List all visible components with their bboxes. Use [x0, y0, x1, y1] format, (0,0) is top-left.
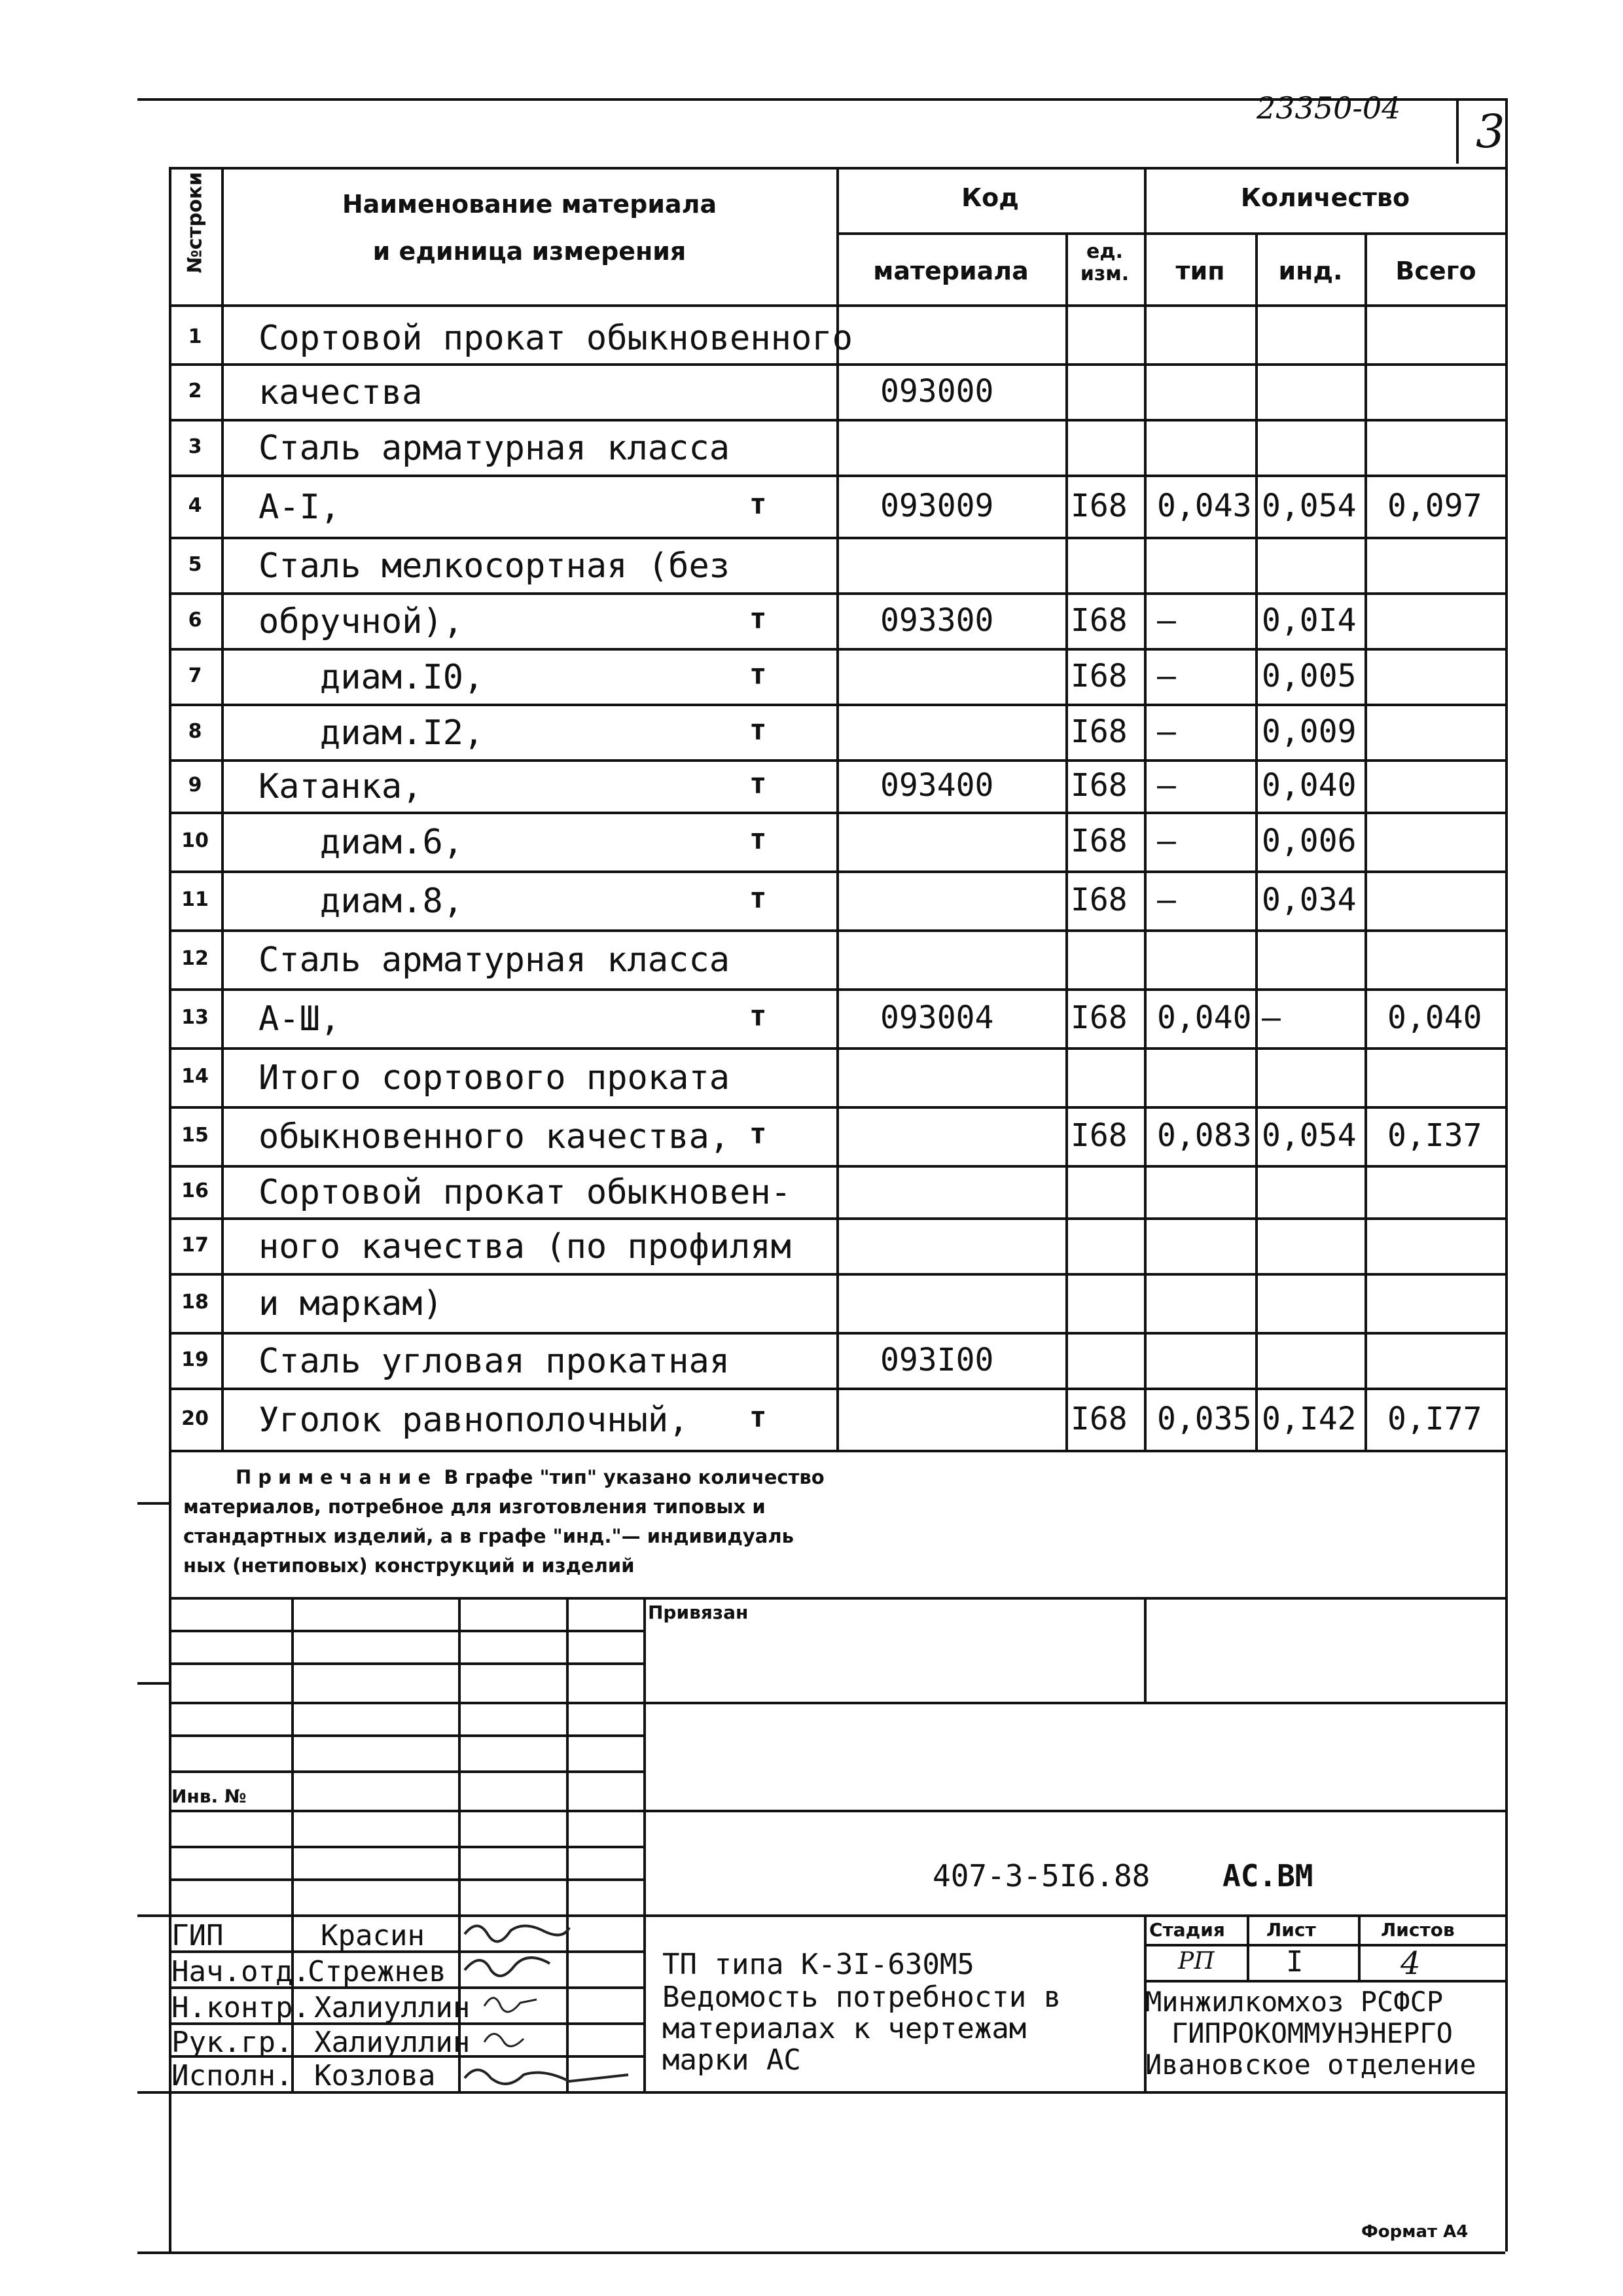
- col-line-tip: [1255, 232, 1258, 1450]
- row-name: и маркам): [259, 1284, 443, 1323]
- stage-value: РП: [1178, 1948, 1215, 1975]
- stamp-top-line: [169, 1597, 1505, 1600]
- row-number: 16: [181, 1179, 209, 1202]
- row-name: Сортовой прокат обыкновен-: [259, 1173, 791, 1212]
- designation: 407-3-5I6.88: [933, 1858, 1150, 1893]
- row-number: 17: [181, 1234, 209, 1257]
- row-name: диам.8,: [259, 882, 464, 921]
- row-separator: [169, 1273, 1505, 1276]
- header-qty-total: Всего: [1395, 257, 1476, 285]
- row-qty-total: 0,I37: [1387, 1117, 1482, 1154]
- row-number: 9: [188, 774, 202, 797]
- sheets-value: 4: [1400, 1945, 1421, 1982]
- row-code: 093004: [880, 999, 994, 1036]
- row-number: 10: [181, 829, 209, 852]
- row-separator: [169, 1332, 1505, 1335]
- row-number: 2: [188, 380, 202, 403]
- row-name: Сталь арматурная класса: [259, 941, 730, 980]
- org-institute: ГИПРОКОММУНЭНЕРГО: [1171, 2017, 1453, 2049]
- row-qty-ind: –: [1262, 999, 1281, 1036]
- row-qty-total: 0,097: [1387, 488, 1482, 524]
- row-name: Сортовой прокат обыкновенного: [259, 319, 853, 358]
- bound-label: Привязан: [648, 1602, 749, 1623]
- row-measure-unit: I68: [1071, 658, 1128, 694]
- row-number: 6: [188, 609, 202, 632]
- row-qty-total: 0,I77: [1387, 1401, 1482, 1437]
- role-group: Рук.гр.: [171, 2026, 293, 2059]
- row-separator: [169, 648, 1505, 651]
- row-separator: [169, 929, 1505, 932]
- row-code: 093009: [880, 488, 994, 524]
- row-measure-unit: I68: [1071, 767, 1128, 804]
- title-line1: ТП типа К-3I-630М5: [662, 1948, 974, 1981]
- row-separator: [169, 812, 1505, 814]
- row-measure-unit: I68: [1071, 882, 1128, 918]
- row-number: 13: [181, 1006, 209, 1029]
- row-qty-ind: 0,0I4: [1262, 602, 1357, 639]
- stage-block-div2: [1358, 1914, 1361, 1980]
- row-unit: т: [749, 999, 767, 1033]
- row-number: 18: [181, 1291, 209, 1314]
- col-line-name: [836, 167, 839, 1450]
- col-line-rownum: [221, 167, 224, 1450]
- sheets-label: Листов: [1381, 1919, 1455, 1941]
- role-norm: Н.контр.: [171, 1991, 310, 2024]
- row-unit: т: [749, 823, 767, 856]
- row-number: 20: [181, 1407, 209, 1430]
- col-line-code: [1065, 232, 1068, 1450]
- bound-divider: [1144, 1597, 1147, 1702]
- row-unit: т: [749, 488, 767, 521]
- row-qty-ind: 0,I42: [1262, 1401, 1357, 1437]
- name-group: Халиуллин: [314, 2026, 471, 2059]
- role-head: Нач.отд.: [171, 1955, 310, 1988]
- row-qty-type: 0,035: [1157, 1401, 1252, 1437]
- row-number-header: №строки: [183, 171, 207, 274]
- row-measure-unit: I68: [1071, 823, 1128, 859]
- row-unit: т: [749, 713, 767, 747]
- row-name: Уголок равнополочный,: [259, 1401, 689, 1440]
- header-code-material: материала: [873, 257, 1029, 285]
- row-qty-ind: 0,034: [1262, 882, 1357, 918]
- row-name: ного качества (по профилям: [259, 1227, 791, 1266]
- note-line1: [236, 1463, 825, 1492]
- row-name: А-Ш,: [259, 999, 341, 1039]
- left-row-7: [169, 1846, 643, 1848]
- row-measure-unit: I68: [1071, 713, 1128, 750]
- row-unit: т: [749, 882, 767, 915]
- name-exec: Козлова: [314, 2059, 436, 2092]
- row-qty-type: –: [1157, 713, 1176, 750]
- row-separator: [169, 1106, 1505, 1109]
- row-qty-type: –: [1157, 602, 1176, 639]
- left-row-4: [169, 1734, 643, 1737]
- stage-block-div1: [1247, 1914, 1249, 1980]
- stamp-title-line: [643, 1914, 1505, 1917]
- mark-code: АС.ВМ: [1222, 1858, 1313, 1893]
- stamp-mid-line: [643, 1810, 1505, 1812]
- row-measure-unit: I68: [1071, 602, 1128, 639]
- header-mid-line: [836, 232, 1505, 235]
- row-qty-type: –: [1157, 823, 1176, 859]
- row-name: диам.I2,: [259, 713, 484, 753]
- role-gip: ГИП: [171, 1919, 224, 1952]
- row-code: 093000: [880, 373, 994, 410]
- row-number: 19: [181, 1348, 209, 1371]
- row-number: 14: [181, 1065, 209, 1088]
- title-line4: марки АС: [662, 2043, 801, 2077]
- header-code-unit: ед. изм.: [1080, 240, 1130, 285]
- org-branch: Ивановское отделение: [1145, 2049, 1476, 2081]
- row-separator: [169, 1047, 1505, 1050]
- stage-block-row1: [1144, 1944, 1505, 1946]
- row-separator: [169, 537, 1505, 539]
- table-bottom-line: [169, 1450, 1505, 1452]
- stage-label: Стадия: [1149, 1919, 1225, 1941]
- inventory-label: Инв. №: [171, 1785, 247, 1807]
- stage-block-row2: [1144, 1980, 1505, 1982]
- row-separator: [169, 704, 1505, 706]
- row-unit: т: [749, 602, 767, 636]
- note-text-1: В графе "тип" указано количество: [444, 1466, 825, 1488]
- left-row-5: [169, 1770, 643, 1773]
- name-gip: Красин: [321, 1919, 425, 1952]
- header-bottom-line: [169, 304, 1505, 307]
- row-qty-type: 0,040: [1157, 999, 1252, 1036]
- title-line2: Ведомость потребности в: [662, 1981, 1061, 2014]
- row-number: 11: [181, 888, 209, 911]
- row-unit: т: [749, 1401, 767, 1434]
- row-measure-unit: I68: [1071, 999, 1128, 1036]
- row-name: диам.I0,: [259, 658, 484, 697]
- col-line-ind: [1364, 232, 1367, 1450]
- row-number: 12: [181, 947, 209, 970]
- margin-tick-2: [137, 1682, 169, 1685]
- row-code: 093I00: [880, 1342, 994, 1378]
- note-title: Примечание: [236, 1466, 438, 1488]
- row-code: 093300: [880, 602, 994, 639]
- row-name: обручной),: [259, 602, 464, 641]
- row-qty-ind: 0,005: [1262, 658, 1357, 694]
- row-separator: [169, 988, 1505, 991]
- row-unit: т: [749, 1117, 767, 1151]
- row-qty-ind: 0,040: [1262, 767, 1357, 804]
- row-number: 15: [181, 1124, 209, 1147]
- note-line4: ных (нетиповых) конструкций и изделий: [183, 1554, 635, 1577]
- row-qty-type: 0,083: [1157, 1117, 1252, 1154]
- row-number: 4: [188, 494, 202, 517]
- note-line2: материалов, потребное для изготовления типовых и: [183, 1496, 766, 1518]
- row-qty-type: 0,043: [1157, 488, 1252, 524]
- header-name-line1: Наименование материала: [342, 190, 717, 219]
- row-name: Катанка,: [259, 767, 423, 806]
- row-number: 5: [188, 553, 202, 576]
- row-number: 3: [188, 435, 202, 458]
- row-name: Сталь мелкосортная (без: [259, 547, 730, 586]
- role-exec: Исполн.: [171, 2059, 293, 2092]
- left-row-1: [169, 1630, 643, 1632]
- col-line-unit: [1144, 167, 1147, 1450]
- row-code: 093400: [880, 767, 994, 804]
- row-qty-ind: 0,009: [1262, 713, 1357, 750]
- row-separator: [169, 759, 1505, 762]
- title-line3: материалах к чертежам: [662, 2012, 1027, 2045]
- row-separator: [169, 1217, 1505, 1220]
- row-separator: [169, 1388, 1505, 1390]
- row-name: диам.6,: [259, 823, 464, 862]
- row-name: А-I,: [259, 488, 341, 527]
- header-code: Код: [961, 183, 1019, 212]
- name-head: Стрежнев: [308, 1955, 446, 1988]
- left-row-8: [169, 1878, 643, 1881]
- left-row-6: [169, 1810, 643, 1812]
- row-qty-ind: 0,054: [1262, 488, 1357, 524]
- frame-right-line: [1505, 98, 1508, 2251]
- row-unit: т: [749, 767, 767, 800]
- left-row-3: [169, 1702, 643, 1704]
- row-name: Итого сортового проката: [259, 1058, 730, 1098]
- header-qty-ind: инд.: [1278, 257, 1343, 285]
- row-separator: [169, 592, 1505, 595]
- row-number: 7: [188, 664, 202, 687]
- row-qty-ind: 0,054: [1262, 1117, 1357, 1154]
- name-norm: Халиуллин: [314, 1991, 471, 2024]
- row-unit: т: [749, 658, 767, 691]
- row-name: обыкновенного качества,: [259, 1117, 730, 1157]
- header-qty-type: тип: [1175, 257, 1225, 285]
- row-measure-unit: I68: [1071, 1401, 1128, 1437]
- document-code: 23350-04: [1257, 90, 1401, 126]
- page-box-left: [1456, 98, 1459, 164]
- row-measure-unit: I68: [1071, 1117, 1128, 1154]
- row-qty-type: –: [1157, 882, 1176, 918]
- signatures: [458, 1914, 654, 2094]
- left-row-2: [169, 1662, 643, 1665]
- row-separator: [169, 419, 1505, 422]
- org-ministry: Минжилкомхоз РСФСР: [1145, 1986, 1444, 2018]
- margin-tick-1: [137, 1502, 169, 1505]
- row-qty-ind: 0,006: [1262, 823, 1357, 859]
- row-separator: [169, 363, 1505, 366]
- page-number: 3: [1476, 105, 1505, 158]
- row-name: качества: [259, 373, 423, 412]
- row-separator: [169, 1165, 1505, 1168]
- header-name-line2: и единица измерения: [372, 237, 687, 266]
- note-line3: стандартных изделий, а в графе "инд."— индивидуаль: [183, 1525, 794, 1547]
- frame-bottom-line: [137, 2251, 1505, 2254]
- row-name: Сталь угловая прокатная: [259, 1342, 730, 1381]
- sheet-label: Лист: [1266, 1919, 1316, 1941]
- row-separator: [169, 475, 1505, 477]
- bound-bottom-line: [643, 1702, 1505, 1704]
- sheet-value: I: [1286, 1945, 1304, 1979]
- row-separator: [169, 870, 1505, 873]
- header-quantity: Количество: [1240, 183, 1410, 212]
- row-number: 8: [188, 720, 202, 743]
- format-label: Формат А4: [1361, 2222, 1469, 2242]
- row-qty-type: –: [1157, 658, 1176, 694]
- row-measure-unit: I68: [1071, 488, 1128, 524]
- row-number: 1: [188, 325, 202, 348]
- row-qty-total: 0,040: [1387, 999, 1482, 1036]
- row-name: Сталь арматурная класса: [259, 429, 730, 468]
- row-qty-type: –: [1157, 767, 1176, 804]
